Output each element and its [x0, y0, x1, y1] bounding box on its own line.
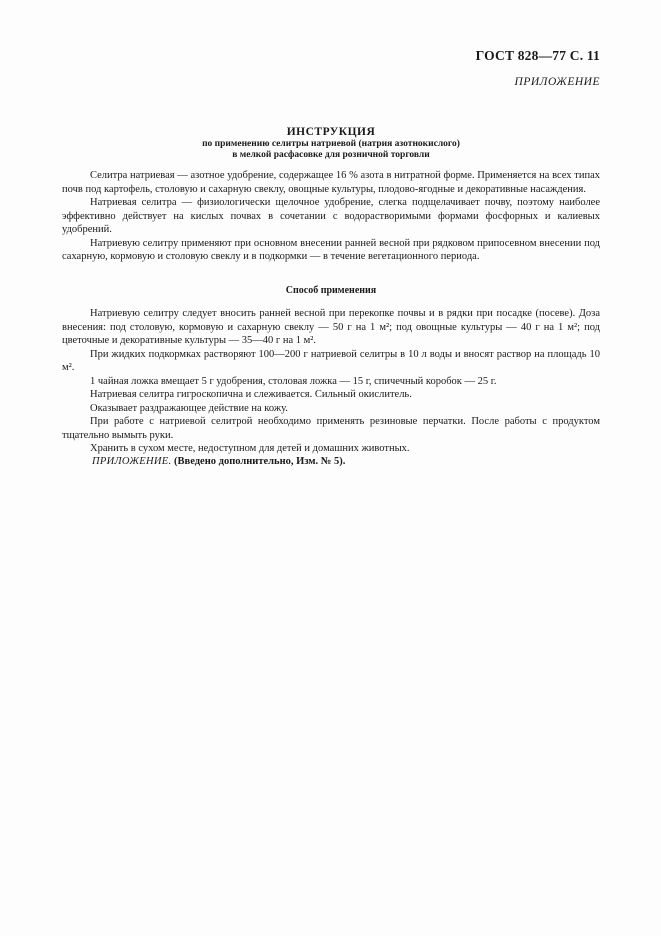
document-page: [62, 0, 600, 936]
subtitle-line-2: в мелкой расфасовке для розничной торговли: [232, 150, 430, 160]
paragraph: Хранить в сухом месте, недоступном для детей и домашних животных.: [90, 443, 410, 454]
usage-section: [62, 307, 600, 456]
paragraph: При жидких подкормках растворяют 100—200 г натриевой селитры в 10 л воды и вносят раствор на площадь 10 м².: [62, 348, 600, 373]
section-heading: Способ применения: [285, 285, 377, 296]
intro-section: [62, 169, 600, 264]
paragraph: Селитра натриевая — азотное удобрение, содержащее 16 % азота в нитратной форме. Применяется на всех типах почв под картофель, столовую и сахарную свеклу, овощные культуры, плодово-ягодные и декоративные насаждения.: [62, 170, 600, 195]
paragraph: Оказывает раздражающее действие на кожу.: [90, 402, 288, 414]
page-header: [476, 48, 600, 64]
paragraph: Натриевую селитру следует вносить ранней весной при перекопке почвы и в рядки при посадке (посеве). Доза внесения: под столовую, кормовую и сахарную свеклу — 50 г на 1 м²; под овощные культуры — 40 г на 1 м²; под цветочные и декоративные культуры — 35—40 г на 1 м².: [62, 308, 600, 346]
paragraph: При работе с натриевой селитрой необходимо применять резиновые перчатки. После работы с продуктом тщательно вымыть руки.: [62, 416, 600, 441]
document-title: ИНСТРУКЦИЯ: [286, 126, 376, 138]
subtitle-line-1: по применению селитры натриевой (натрия азотнокислого): [202, 139, 460, 149]
paragraph: Натриевая селитра — физиологически щелочное удобрение, слегка подщелачивает почву, поэтому наиболее эффективно действует на кислых почвах в сочетании с водорастворимыми формами фосфорных и калиевых удобрений.: [62, 197, 600, 235]
paragraph: Натриевую селитру применяют при основном внесении ранней весной при рядковом припосевном внесении под сахарную, кормовую и столовую свеклу и в подкормки — в течение вегетационного периода.: [62, 237, 600, 262]
standard-code: ГОСТ 828—77 С. 11: [475, 48, 600, 63]
title-block: [62, 126, 600, 161]
amendment-label: ПРИЛОЖЕНИЕ.: [92, 456, 172, 467]
paragraph: Натриевая селитра гигроскопична и слеживается. Сильный окислитель.: [90, 389, 412, 400]
appendix-label: ПРИЛОЖЕНИЕ: [514, 76, 600, 88]
paragraph: 1 чайная ложка вмещает 5 г удобрения, столовая ложка — 15 г, спичечный коробок — 25 г.: [90, 375, 497, 387]
amendment-text: (Введено дополнительно, Изм. № 5).: [174, 456, 346, 467]
amendment-note: [92, 456, 345, 467]
